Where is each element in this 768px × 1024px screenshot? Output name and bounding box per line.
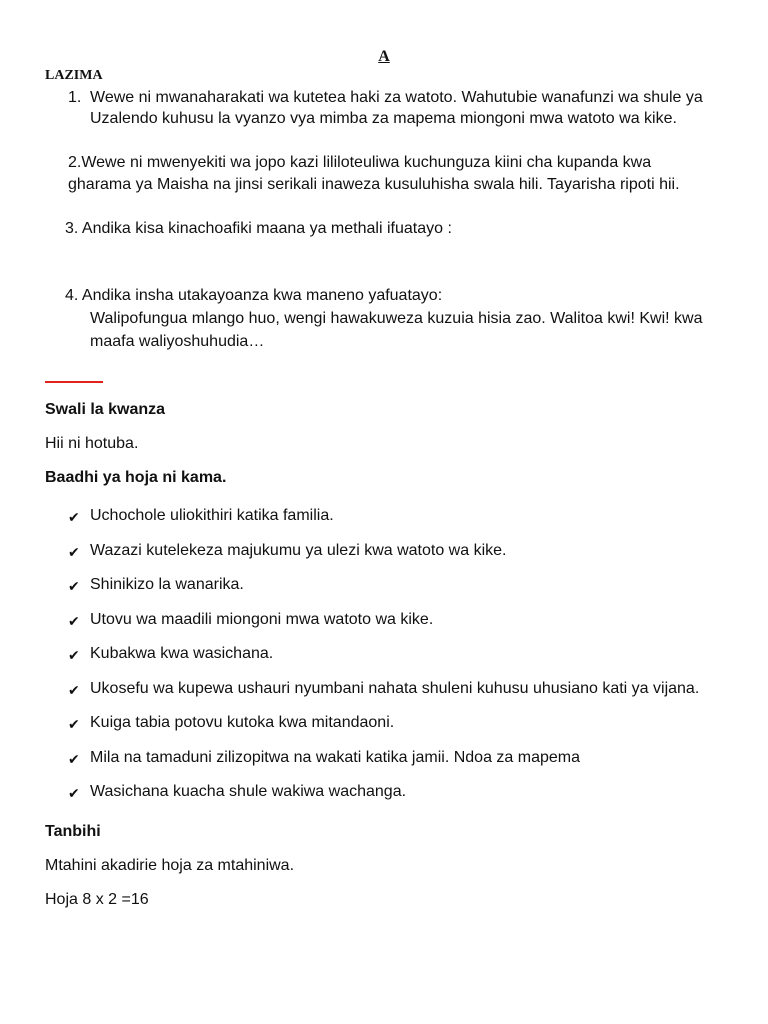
list-item: Wazazi kutelekeza majukumu ya ulezi kwa watoto wa kike. <box>90 542 507 559</box>
page-title: A <box>378 48 390 65</box>
list-item: Utovu wa maadili miongoni mwa watoto wa kike. <box>90 611 434 628</box>
note-heading: Tanbihi <box>45 823 101 840</box>
section-divider <box>45 381 103 383</box>
check-icon: ✔ <box>68 544 80 560</box>
list-item: Shinikizo la wanarika. <box>90 576 244 593</box>
check-icon: ✔ <box>68 613 80 629</box>
check-icon: ✔ <box>68 509 80 525</box>
question-2-line-2: gharama ya Maisha na jinsi serikali inaweza kusuluhisha swala hili. Tayarisha ripoti hii. <box>68 176 680 193</box>
check-icon: ✔ <box>68 716 80 732</box>
question-3-line-1: 3. Andika kisa kinachoafiki maana ya methali ifuatayo : <box>65 220 452 237</box>
list-item: Mila na tamaduni zilizopitwa na wakati katika jamii. Ndoa za mapema <box>90 749 580 766</box>
question-2-line-1: 2.Wewe ni mwenyekiti wa jopo kazi lililoteuliwa kuchunguza kiini cha kupanda kwa <box>68 154 652 171</box>
check-icon: ✔ <box>68 682 80 698</box>
check-icon: ✔ <box>68 785 80 801</box>
note-text: Mtahini akadirie hoja za mtahiniwa. <box>45 857 295 874</box>
list-item: Wasichana kuacha shule wakiwa wachanga. <box>90 783 407 800</box>
answer-heading: Swali la kwanza <box>45 401 166 418</box>
check-icon: ✔ <box>68 578 80 594</box>
question-4-line-1: 4. Andika insha utakayoanza kwa maneno yafuatayo: <box>65 287 443 304</box>
question-1-number: 1. <box>68 89 82 106</box>
question-4-line-3: maafa waliyoshuhudia… <box>90 333 265 350</box>
check-icon: ✔ <box>68 647 80 663</box>
list-item: Kuiga tabia potovu kutoka kwa mitandaoni. <box>90 714 395 731</box>
section-label: LAZIMA <box>45 68 103 83</box>
list-item: Uchochole uliokithiri katika familia. <box>90 507 334 524</box>
check-icon: ✔ <box>68 751 80 767</box>
list-item: Kubakwa kwa wasichana. <box>90 645 274 662</box>
question-1-line-1: Wewe ni mwanaharakati wa kutetea haki za watoto. Wahutubie wanafunzi wa shule ya <box>90 89 703 106</box>
marks-text: Hoja 8 x 2 =16 <box>45 891 149 908</box>
points-heading: Baadhi ya hoja ni kama. <box>45 469 227 486</box>
list-item: Ukosefu wa kupewa ushauri nyumbani nahata shuleni kuhusu uhusiano kati ya vijana. <box>90 680 700 697</box>
question-1-line-2: Uzalendo kuhusu la vyanzo vya mimba za mapema miongoni mwa watoto wa kike. <box>90 110 677 127</box>
question-4-line-2: Walipofungua mlango huo, wengi hawakuweza kuzuia hisia zao. Walitoa kwi! Kwi! kwa <box>90 310 703 327</box>
answer-intro: Hii ni hotuba. <box>45 435 139 452</box>
